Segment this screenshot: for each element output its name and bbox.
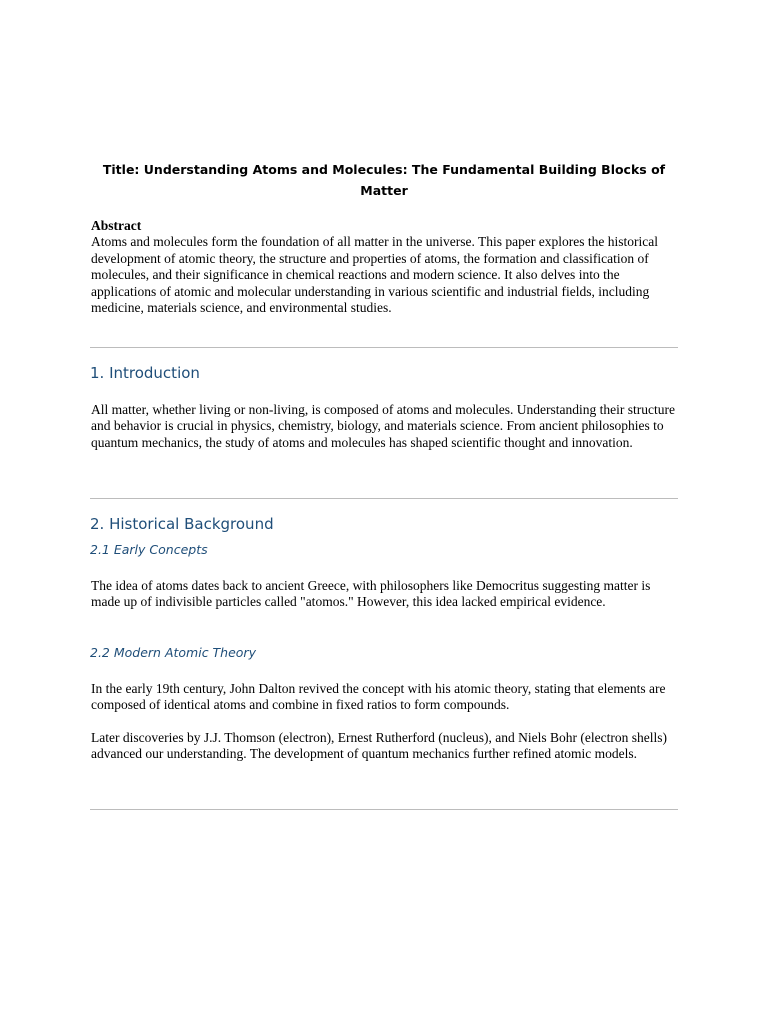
- abstract-section: [91, 218, 681, 316]
- section-divider: [90, 347, 678, 348]
- section-divider: [90, 498, 678, 499]
- abstract-text: Atoms and molecules form the foundation of all matter in the universe. This paper explores the historical development of atomic theory, the structure and properties of atoms, the formation and classification of molecules, and their significance in chemical reactions and modern science. It also delves into the applications of atomic and molecular understanding in various scientific and industrial fields, including medicine, materials science, and environmental studies.: [91, 234, 658, 316]
- modern-theory-paragraph-2: Later discoveries by J.J. Thomson (electron), Ernest Rutherford (nucleus), and Niels Bohr (electron shells) advanced our understanding. The development of quantum mechanics further refined atomic models.: [91, 730, 667, 762]
- early-concepts-text: The idea of atoms dates back to ancient Greece, with philosophers like Democritus suggesting matter is made up of indivisible particles called "atomos." However, this idea lacked empirical evidence.: [91, 578, 651, 610]
- historical-background-heading: 2. Historical Background: [90, 515, 274, 533]
- modern-atomic-theory-heading: 2.2 Modern Atomic Theory: [90, 645, 256, 660]
- abstract-heading: Abstract: [91, 218, 142, 233]
- introduction-text: All matter, whether living or non-living, is composed of atoms and molecules. Understanding their structure and behavior is crucial in physics, chemistry, biology, and materials science. From ancient philosophies to quantum mechanics, the study of atoms and molecules has shaped scientific thought and innovation.: [91, 402, 675, 450]
- section-divider: [90, 809, 678, 810]
- early-concepts-heading: 2.1 Early Concepts: [90, 542, 208, 557]
- modern-theory-paragraph-1: In the early 19th century, John Dalton revived the concept with his atomic theory, stating that elements are composed of identical atoms and combine in fixed ratios to form compounds.: [91, 681, 666, 713]
- introduction-heading: 1. Introduction: [90, 364, 200, 382]
- document-title: Title: Understanding Atoms and Molecules: The Fundamental Building Blocks of Matter: [102, 162, 666, 198]
